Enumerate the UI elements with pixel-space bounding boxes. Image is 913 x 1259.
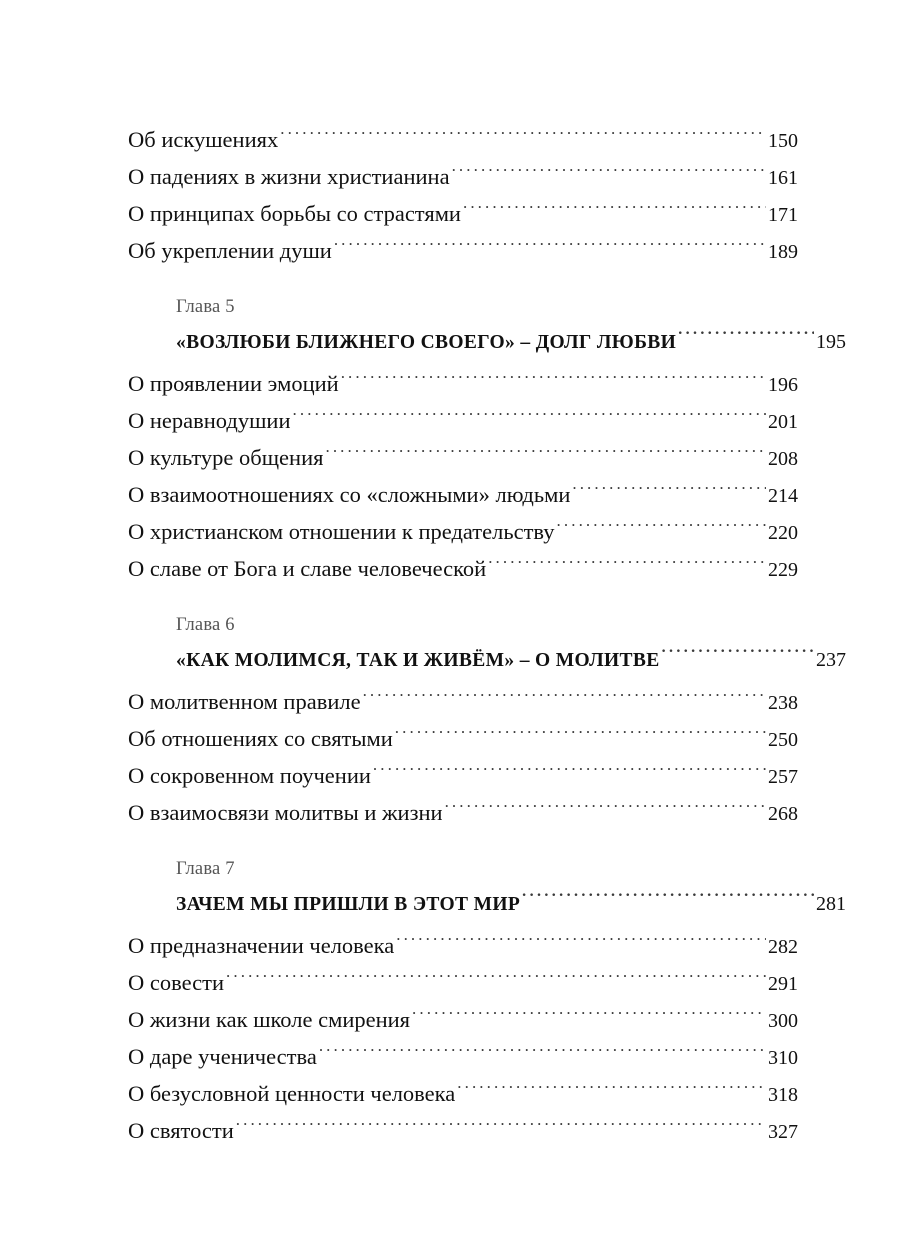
- toc-entry-title: О безусловной ценности человека: [128, 1081, 456, 1106]
- toc-entry-page-number: 310: [768, 1047, 798, 1069]
- dot-leader: [363, 687, 766, 710]
- toc-entry-page-number: 268: [768, 803, 798, 825]
- toc-entry[interactable]: [128, 233, 798, 270]
- toc-entry-page-number: 250: [768, 729, 798, 751]
- toc-entry-page-number: 208: [768, 448, 798, 470]
- toc-entry-title: Об укреплении души: [128, 238, 332, 263]
- dot-leader: [293, 406, 766, 429]
- toc-entry[interactable]: [128, 514, 798, 551]
- toc-entry-title: О совести: [128, 970, 225, 995]
- toc-entry-page-number: 238: [768, 692, 798, 714]
- toc-entry[interactable]: [128, 477, 798, 514]
- toc-entry-title: О жизни как школе смирения: [128, 1007, 411, 1032]
- toc-entry-title: О святости: [128, 1118, 234, 1143]
- toc-entry[interactable]: [128, 758, 798, 795]
- dot-leader: [280, 125, 766, 148]
- toc-entry-page-number: 318: [768, 1084, 798, 1106]
- toc-entry[interactable]: [128, 196, 798, 233]
- dot-leader: [373, 761, 766, 784]
- chapter-label: Глава 6: [176, 615, 235, 635]
- toc-chapter-entry[interactable]: [176, 886, 846, 928]
- dot-leader: [325, 443, 766, 466]
- toc-entry-title: О падениях в жизни христианина: [128, 164, 450, 189]
- chapter-page-number: 237: [816, 649, 846, 671]
- toc-entry-title: О взаимоотношениях со «сложными» людьми: [128, 482, 571, 507]
- toc-entry[interactable]: [128, 684, 798, 721]
- dot-leader: [522, 891, 814, 911]
- toc-entry[interactable]: [128, 440, 798, 477]
- toc-entry-page-number: 196: [768, 374, 798, 396]
- toc-entry[interactable]: [128, 1113, 798, 1150]
- dot-leader: [226, 968, 766, 991]
- toc-entry[interactable]: [128, 1039, 798, 1076]
- dot-leader: [236, 1116, 766, 1139]
- toc-entry-page-number: 171: [768, 204, 798, 226]
- toc-chapter-entry[interactable]: [176, 324, 846, 366]
- chapter-page-number: 195: [816, 331, 846, 353]
- toc-entry[interactable]: [128, 1002, 798, 1039]
- dot-leader: [488, 554, 766, 577]
- chapter-block: [128, 270, 846, 366]
- toc-entry-page-number: 150: [768, 130, 798, 152]
- toc-entry-title: О принципах борьбы со страстями: [128, 201, 461, 226]
- chapter-block: [128, 588, 846, 684]
- toc-entry-title: Об отношениях со святыми: [128, 726, 393, 751]
- chapter-title: «ВОЗЛЮБИ БЛИЖНЕГО СВОЕГО» – ДОЛГ ЛЮБВИ: [176, 332, 677, 353]
- toc-entry[interactable]: [128, 122, 798, 159]
- toc-entry-title: О христианском отношении к предательству: [128, 519, 555, 544]
- toc-entry-page-number: 300: [768, 1010, 798, 1032]
- chapter-label: Глава 5: [176, 297, 235, 317]
- dot-leader: [457, 1079, 766, 1102]
- dot-leader: [662, 647, 814, 667]
- chapter-page-number: 281: [816, 893, 846, 915]
- toc-entry-title: О культуре общения: [128, 445, 324, 470]
- dot-leader: [341, 369, 766, 392]
- dot-leader: [557, 517, 766, 540]
- toc-entry[interactable]: [128, 366, 798, 403]
- toc-entry-page-number: 189: [768, 241, 798, 263]
- toc-entry-title: О неравнодушии: [128, 408, 291, 433]
- toc-entry[interactable]: [128, 928, 798, 965]
- toc-entry[interactable]: [128, 795, 798, 832]
- chapter-block: [128, 832, 846, 928]
- toc-entry-title: О сокровенном поучении: [128, 763, 371, 788]
- toc-entry-page-number: 291: [768, 973, 798, 995]
- toc-chapter-entry[interactable]: [176, 642, 846, 684]
- toc-entry[interactable]: [128, 551, 798, 588]
- toc-entry-title: О славе от Бога и славе человеческой: [128, 556, 487, 581]
- dot-leader: [463, 199, 766, 222]
- chapter-label: Глава 7: [176, 859, 235, 879]
- toc-entry-title: Об искушениях: [128, 127, 279, 152]
- dot-leader: [334, 236, 766, 259]
- toc-entry-title: О предназначении человека: [128, 933, 395, 958]
- toc-entry-page-number: 161: [768, 167, 798, 189]
- toc-entry[interactable]: [128, 159, 798, 196]
- toc-entry-title: О даре ученичества: [128, 1044, 317, 1069]
- toc-entry-page-number: 257: [768, 766, 798, 788]
- dot-leader: [452, 162, 766, 185]
- toc-entry-page-number: 229: [768, 559, 798, 581]
- toc-entry[interactable]: [128, 965, 798, 1002]
- dot-leader: [412, 1005, 766, 1028]
- toc-entry[interactable]: [128, 403, 798, 440]
- toc-entry-page-number: 220: [768, 522, 798, 544]
- toc-entry-title: О проявлении эмоций: [128, 371, 339, 396]
- toc-entry-page-number: 201: [768, 411, 798, 433]
- dot-leader: [572, 480, 766, 503]
- dot-leader: [395, 724, 766, 747]
- toc-entry-title: О взаимосвязи молитвы и жизни: [128, 800, 443, 825]
- dot-leader: [678, 329, 814, 349]
- toc-entry-page-number: 214: [768, 485, 798, 507]
- chapter-title: ЗАЧЕМ МЫ ПРИШЛИ В ЭТОТ МИР: [176, 894, 521, 915]
- toc-entry-page-number: 282: [768, 936, 798, 958]
- table-of-contents: [128, 122, 846, 1150]
- toc-entry[interactable]: [128, 721, 798, 758]
- dot-leader: [319, 1042, 766, 1065]
- toc-entry[interactable]: [128, 1076, 798, 1113]
- toc-entry-page-number: 327: [768, 1121, 798, 1143]
- chapter-title: «КАК МОЛИМСЯ, ТАК И ЖИВЁМ» – О МОЛИТВЕ: [176, 650, 660, 671]
- dot-leader: [445, 798, 766, 821]
- toc-entry-title: О молитвенном правиле: [128, 689, 361, 714]
- dot-leader: [396, 931, 766, 954]
